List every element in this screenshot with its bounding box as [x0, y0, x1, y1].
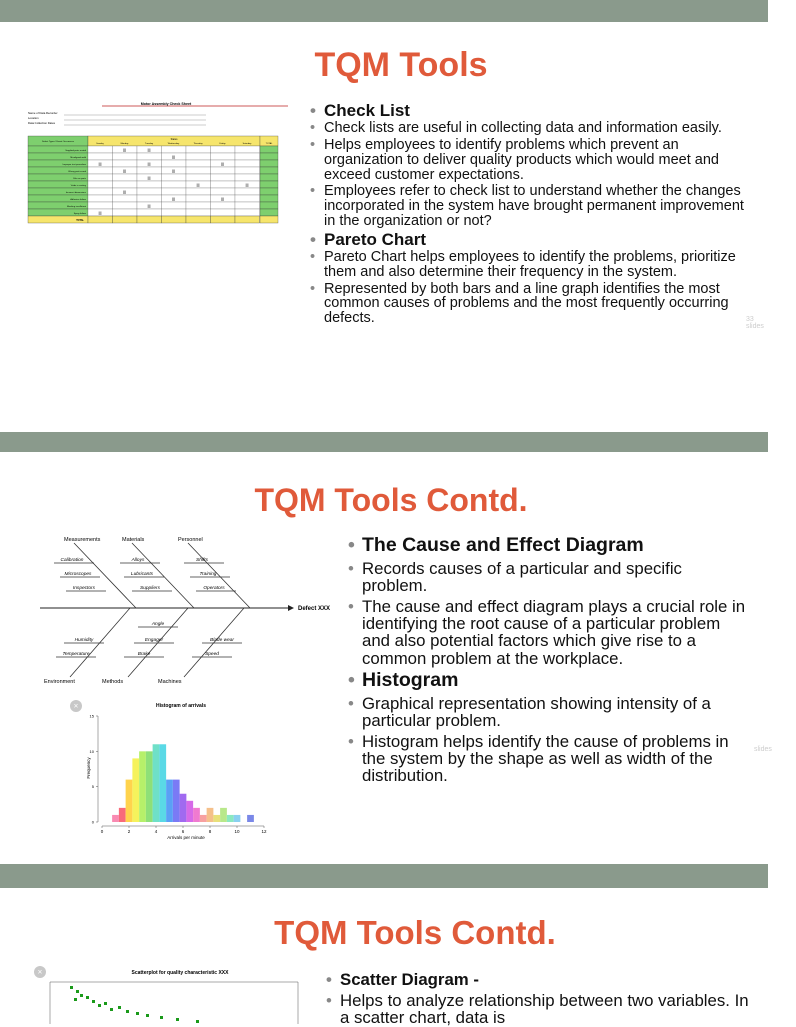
divider-band [0, 432, 768, 452]
close-icon-glyph: × [37, 967, 43, 977]
tally-cell [235, 146, 260, 153]
x-tick-label: 2 [127, 829, 131, 834]
slide-title: TQM Tools Contd. [254, 482, 528, 518]
check-sheet-row-label: Data Collection Dates [28, 121, 56, 125]
tally-cell [137, 209, 162, 216]
tally-cell [186, 202, 211, 209]
scatter-title: Scatterplot for quality characteristic XXX [131, 970, 229, 976]
bullet-item: • Helps to analyze relationship between two variables. In a scatter chart, data is [326, 992, 756, 1026]
bullet-heading: • Pareto Chart [310, 231, 750, 248]
bullet-item: • Graphical representation showing intensity of a particular problem. [348, 695, 750, 729]
defect-label: Masking insufficient [66, 205, 86, 208]
defect-label: Wrong part issued [68, 170, 86, 173]
day-header: Monday [120, 143, 129, 145]
check-sheet-row-label: Name of Data Recorder [28, 111, 58, 115]
histogram-bar [207, 808, 214, 822]
tally-mark: ||| [220, 196, 225, 201]
fishbone-branch [188, 543, 250, 608]
scatter-point [118, 1006, 121, 1009]
tally-cell [137, 188, 162, 195]
tally-cell [162, 181, 187, 188]
cause-label: Temperature [62, 652, 90, 657]
scatter-point [146, 1014, 149, 1017]
cause-label: Calibration [60, 558, 84, 563]
total-cell [260, 181, 278, 188]
scatter-point [104, 1002, 107, 1005]
tally-cell [186, 160, 211, 167]
bullet-heading: • The Cause and Effect Diagram [348, 536, 750, 556]
tally-cell [137, 195, 162, 202]
tally-mark: ||| [171, 154, 176, 159]
tally-cell [162, 188, 187, 195]
day-header: Sunday [96, 143, 104, 145]
bullet-heading: • Scatter Diagram - [326, 971, 756, 988]
tally-mark: ||| [196, 182, 200, 187]
y-axis-label: Frequency [86, 757, 91, 779]
tally-cell [88, 174, 113, 181]
tally-mark: ||| [171, 196, 176, 201]
bullet-list [326, 971, 756, 1026]
total-row-cell [113, 216, 138, 223]
category-machines: Machines [158, 679, 182, 685]
tally-cell [88, 146, 113, 153]
total-cell [260, 160, 278, 167]
tally-mark: ||| [122, 189, 127, 194]
tally-cell [211, 167, 236, 174]
defect-label: Voids in casting [70, 184, 86, 187]
defect-types-header: Defect Types / Event Occurrence [41, 141, 75, 143]
tally-cell [235, 167, 260, 174]
tally-mark: ||| [122, 147, 127, 152]
scatter-point [98, 1004, 101, 1007]
divider-band [0, 864, 768, 888]
y-tick-label: 0 [91, 819, 94, 825]
total-cell [260, 146, 278, 153]
tally-cell [162, 160, 187, 167]
cause-label: Shifts [196, 558, 208, 563]
scatter-point [196, 1020, 199, 1023]
day-header: Friday [219, 143, 226, 145]
total-row-cell [88, 216, 113, 223]
tally-cell [211, 153, 236, 160]
tally-cell [186, 174, 211, 181]
day-header: Saturday [242, 143, 252, 145]
scatter-point [126, 1010, 129, 1013]
cause-label: Inspectors [72, 586, 96, 591]
top-band [0, 0, 768, 22]
category-materials: Materials [122, 537, 145, 543]
defect-label: Adhesive failure [70, 198, 86, 201]
tally-mark: ||| [122, 168, 127, 173]
effect-label: Defect XXX [298, 606, 331, 612]
total-row-label: TOTAL [76, 219, 84, 222]
defect-label: Supplied parts rusted [65, 149, 86, 152]
defect-label: Film on parts [73, 177, 86, 180]
histogram-bar [213, 815, 220, 822]
side-mark: slides [754, 746, 772, 753]
cause-label: Engager [144, 638, 164, 643]
scatter-point [74, 998, 77, 1001]
tally-cell [186, 153, 211, 160]
day-header: Wednesday [167, 143, 180, 145]
total-row-cell [235, 216, 260, 223]
chart-title: Histogram of arrivals [155, 703, 207, 709]
tally-cell [113, 202, 138, 209]
tally-cell [235, 153, 260, 160]
total-row-cell [211, 216, 236, 223]
bullet-item: • Helps employees to identify problems which prevent an organization to deliver quality products which would meet and exceed customer expectations. [310, 138, 750, 182]
tally-mark: ||| [98, 210, 102, 215]
tally-mark: ||| [147, 175, 151, 180]
check-sheet-title: Motor Assembly Check Sheet [140, 102, 192, 106]
histogram-bar [146, 751, 153, 822]
bullet-item: • Represented by both bars and a line graph identifies the most common causes of problems and the most frequently occurring defects. [310, 282, 750, 326]
histogram-bar [220, 808, 227, 822]
histogram-bar [139, 751, 146, 822]
histogram-bar [200, 815, 207, 822]
tally-mark: ||| [147, 161, 151, 166]
bullet-list [348, 536, 750, 784]
x-tick-label: 6 [181, 829, 185, 834]
x-tick-label: 12 [261, 829, 267, 834]
tally-mark: ||| [171, 168, 176, 173]
total-column-header: TOTAL [265, 143, 273, 145]
total-cell [260, 174, 278, 181]
histogram-bar [180, 794, 187, 822]
cause-label: Microscopes [64, 572, 92, 577]
histogram-bar [234, 815, 241, 822]
scatter-diagram [26, 964, 306, 1024]
tally-cell [235, 195, 260, 202]
cause-label: Angle [151, 622, 165, 627]
total-cell [260, 153, 278, 160]
bullet-list [310, 102, 750, 326]
check-sheet-image [26, 102, 288, 222]
cause-label: Suppliers [140, 586, 160, 591]
tally-cell [211, 146, 236, 153]
x-tick-label: 8 [208, 829, 212, 834]
bullet-item: • The cause and effect diagram plays a crucial role in identifying the root cause of a particular problem and also potential factors which give rise to a common problem at the workplace. [348, 598, 750, 667]
bullet-item: • Pareto Chart helps employees to identify the problems, prioritize them and also determine their frequency in the system. [310, 250, 750, 280]
histogram-bar [173, 780, 180, 822]
bullet-item: • Employees refer to check list to understand whether the changes incorporated in the system have brought permanent improvement in the organization or not? [310, 184, 750, 228]
status-header: Status [170, 138, 178, 141]
tally-mark: ||| [98, 161, 102, 166]
tally-cell [186, 188, 211, 195]
total-cell [260, 202, 278, 209]
scatter-point [92, 1000, 95, 1003]
total-row-cell [186, 216, 211, 223]
total-cell [260, 209, 278, 216]
cause-label: Alloys [131, 558, 145, 563]
tally-cell [162, 202, 187, 209]
tally-cell [88, 195, 113, 202]
x-tick-label: 0 [100, 829, 104, 834]
histogram-bar [153, 744, 160, 822]
tally-cell [137, 167, 162, 174]
defect-label: Incorrect dimensions [65, 191, 86, 194]
tally-mark: ||| [220, 161, 225, 166]
x-axis-label: Arrivals per minute [167, 835, 205, 840]
tally-cell [88, 167, 113, 174]
histogram-bar [193, 808, 200, 822]
tally-cell [186, 195, 211, 202]
tally-cell [235, 188, 260, 195]
cause-label: Humidity [74, 638, 94, 643]
scatter-point [76, 990, 79, 993]
tally-cell [211, 174, 236, 181]
tally-cell [88, 188, 113, 195]
x-tick-label: 10 [234, 829, 240, 834]
category-environment: Environment [44, 679, 75, 685]
cause-label: Speed [205, 652, 219, 657]
cause-label: Training [199, 572, 217, 577]
x-tick-label: 4 [154, 829, 158, 834]
tally-cell [137, 153, 162, 160]
slide-2 [6, 452, 772, 864]
scatter-point [110, 1008, 113, 1011]
tally-cell [186, 209, 211, 216]
tally-cell [162, 209, 187, 216]
defect-label: Improper test procedure [62, 163, 86, 166]
tally-cell [186, 167, 211, 174]
histogram-chart [66, 696, 266, 846]
tally-cell [211, 202, 236, 209]
cause-label: Brake [137, 652, 151, 657]
tally-cell [235, 160, 260, 167]
scatter-point [80, 994, 83, 997]
defect-label: Spray failure [73, 212, 86, 215]
tally-cell [235, 174, 260, 181]
total-row-cell [137, 216, 162, 223]
bullet-item: • Histogram helps identify the cause of problems in the system by the shape as well as width of the distribution. [348, 733, 750, 784]
tally-cell [211, 181, 236, 188]
side-mark: 33 slides [746, 316, 764, 330]
bullet-item: • Records causes of a particular and specific problem. [348, 560, 750, 594]
tally-cell [88, 202, 113, 209]
histogram-bar [159, 744, 166, 822]
tally-cell [113, 153, 138, 160]
y-tick-label: 15 [89, 713, 94, 719]
scatter-point [136, 1012, 139, 1015]
scatter-point [160, 1016, 163, 1019]
category-methods: Methods [102, 679, 124, 685]
bullet-heading: • Check List [310, 102, 750, 119]
histogram-bar [132, 758, 139, 822]
bullet-heading: • Histogram [348, 671, 750, 691]
histogram-bar [227, 815, 234, 822]
cause-label: Lubricants [130, 572, 154, 577]
slide-3 [6, 888, 768, 1027]
scatter-point [86, 996, 89, 999]
cause-label: Operators [203, 586, 225, 591]
cause-label: Blade wear [210, 638, 234, 643]
histogram-bar [119, 808, 126, 822]
total-cell [260, 188, 278, 195]
total-row-cell [162, 216, 187, 223]
tally-cell [88, 153, 113, 160]
tally-mark: ||| [245, 182, 249, 187]
y-tick-label: 5 [91, 784, 94, 790]
tally-cell [162, 146, 187, 153]
tally-cell [88, 181, 113, 188]
histogram-bar [126, 780, 133, 822]
tally-mark: ||| [147, 147, 151, 152]
tally-cell [113, 181, 138, 188]
slide-title: TQM Tools [314, 46, 488, 84]
scatter-point [176, 1018, 179, 1021]
total-cell [260, 195, 278, 202]
tally-cell [113, 195, 138, 202]
category-personnel: Personnel [178, 537, 203, 543]
histogram-bar [247, 815, 254, 822]
defect-label: Misaligned weld [70, 156, 86, 159]
tally-cell [211, 209, 236, 216]
tally-cell [211, 188, 236, 195]
slide-1 [6, 22, 768, 432]
tally-cell [235, 202, 260, 209]
slide-title: TQM Tools Contd. [274, 914, 556, 951]
tally-cell [113, 209, 138, 216]
scatter-point [70, 986, 73, 989]
close-icon-glyph: × [73, 701, 79, 711]
grand-total-cell [260, 216, 278, 223]
bullet-item: • Check lists are useful in collecting data and information easily. [310, 121, 750, 136]
tally-cell [235, 209, 260, 216]
tally-mark: ||| [147, 203, 151, 208]
tally-cell [113, 174, 138, 181]
tally-cell [162, 174, 187, 181]
tally-cell [137, 181, 162, 188]
histogram-bar [166, 780, 173, 822]
tally-cell [186, 146, 211, 153]
day-header: Thursday [193, 143, 203, 145]
day-header: Tuesday [144, 143, 154, 145]
total-cell [260, 167, 278, 174]
tally-cell [113, 160, 138, 167]
histogram-bar [186, 801, 193, 822]
histogram-bar [112, 815, 119, 822]
category-measurements: Measurements [64, 537, 101, 543]
fishbone-diagram [26, 537, 356, 687]
y-tick-label: 10 [89, 748, 94, 754]
check-sheet-row-label: Location [28, 116, 39, 120]
